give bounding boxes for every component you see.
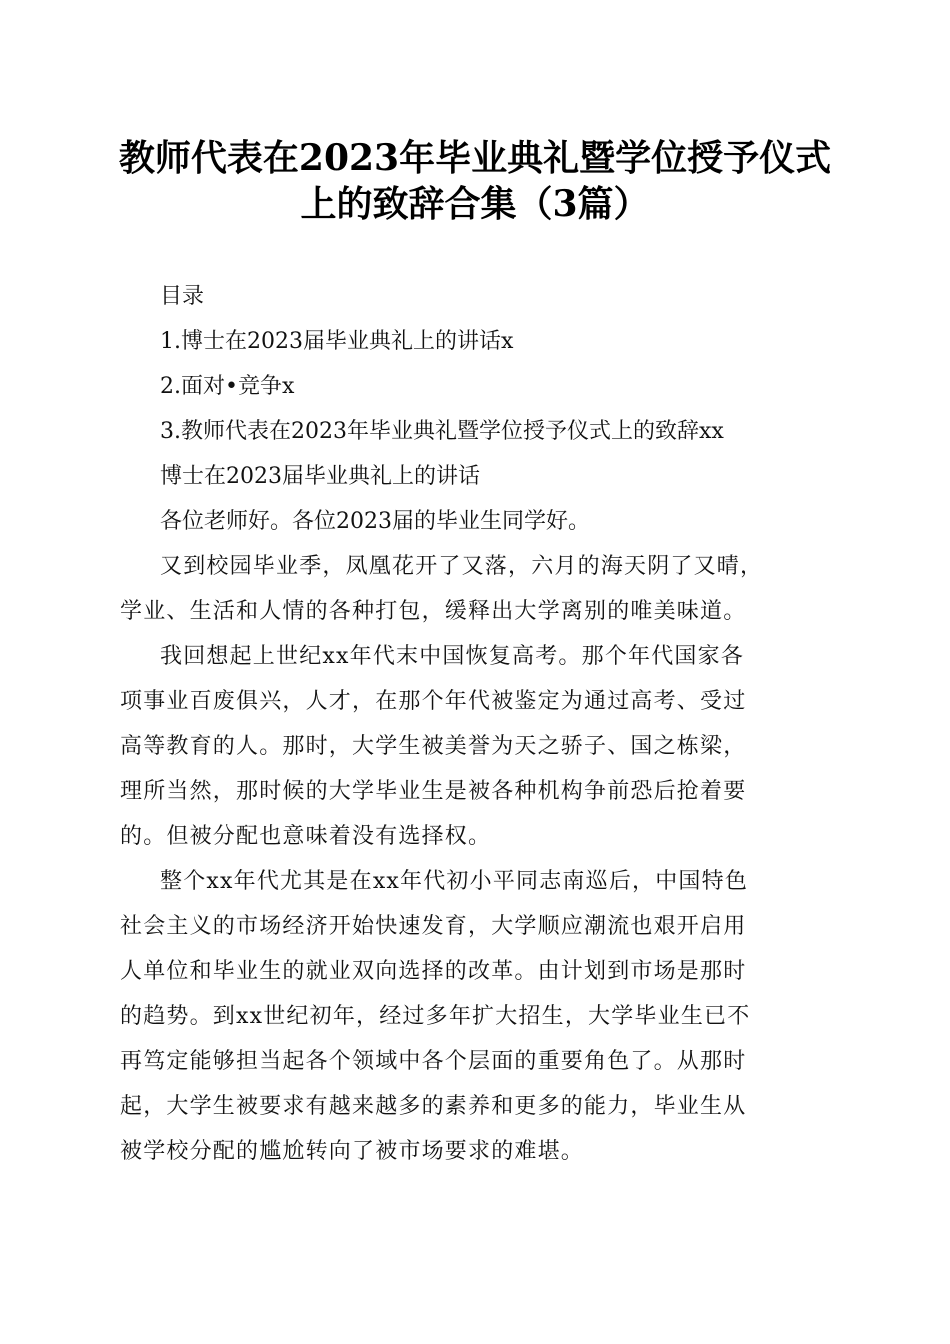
speech-title: 博士在2023届毕业典礼上的讲话 [160,464,480,489]
paragraph-2-line-1: 我回想起上世纪xx年代末中国恢复高考。那个年代国家各 [160,644,745,669]
paragraph-3-line-4: 的趋势。到xx世纪初年，经过多年扩大招生，大学毕业生已不 [120,1004,751,1029]
paragraph-3-line-7: 被学校分配的尴尬转向了被市场要求的难堪。 [120,1139,585,1164]
toc-item-2[interactable]: 2.面对•竞争x [160,374,295,399]
paragraph-3-line-5: 再笃定能够担当起各个领域中各个层面的重要角色了。从那时 [120,1049,747,1074]
paragraph-2-line-5: 的。但被分配也意味着没有选择权。 [120,824,492,849]
paragraph-1-line-2: 学业、生活和人情的各种打包，缓释出大学离别的唯美味道。 [120,599,747,624]
paragraph-2-line-4: 理所当然，那时候的大学毕业生是被各种机构争前恐后抢着要 [120,779,747,804]
paragraph-3-line-1: 整个xx年代尤其是在xx年代初小平同志南巡后，中国特色 [160,869,749,894]
paragraph-1-line-1: 又到校园毕业季，凤凰花开了又落，六月的海天阴了又晴， [160,554,764,579]
paragraph-3-line-3: 人单位和毕业生的就业双向选择的改革。由计划到市场是那时 [120,959,747,984]
document-title-line-1: 教师代表在2023年毕业典礼暨学位授予仪式 [118,137,832,179]
paragraph-3-line-2: 社会主义的市场经济开始快速发育，大学顺应潮流也艰开启用 [120,914,747,939]
toc-item-3[interactable]: 3.教师代表在2023年毕业典礼暨学位授予仪式上的致辞xx [160,419,724,444]
paragraph-3-line-6: 起，大学生被要求有越来越多的素养和更多的能力，毕业生从 [120,1094,747,1119]
greeting-paragraph: 各位老师好。各位2023届的毕业生同学好。 [160,509,590,534]
toc-heading: 目录 [160,284,205,309]
paragraph-2-line-2: 项事业百废俱兴，人才，在那个年代被鉴定为通过高考、受过 [120,689,747,714]
paragraph-2-line-3: 高等教育的人。那时，大学生被美誉为天之骄子、国之栋梁， [120,734,747,759]
toc-item-1[interactable]: 1.博士在2023届毕业典礼上的讲话x [160,329,514,354]
document-title-line-2: 上的致辞合集（3篇） [300,183,650,225]
